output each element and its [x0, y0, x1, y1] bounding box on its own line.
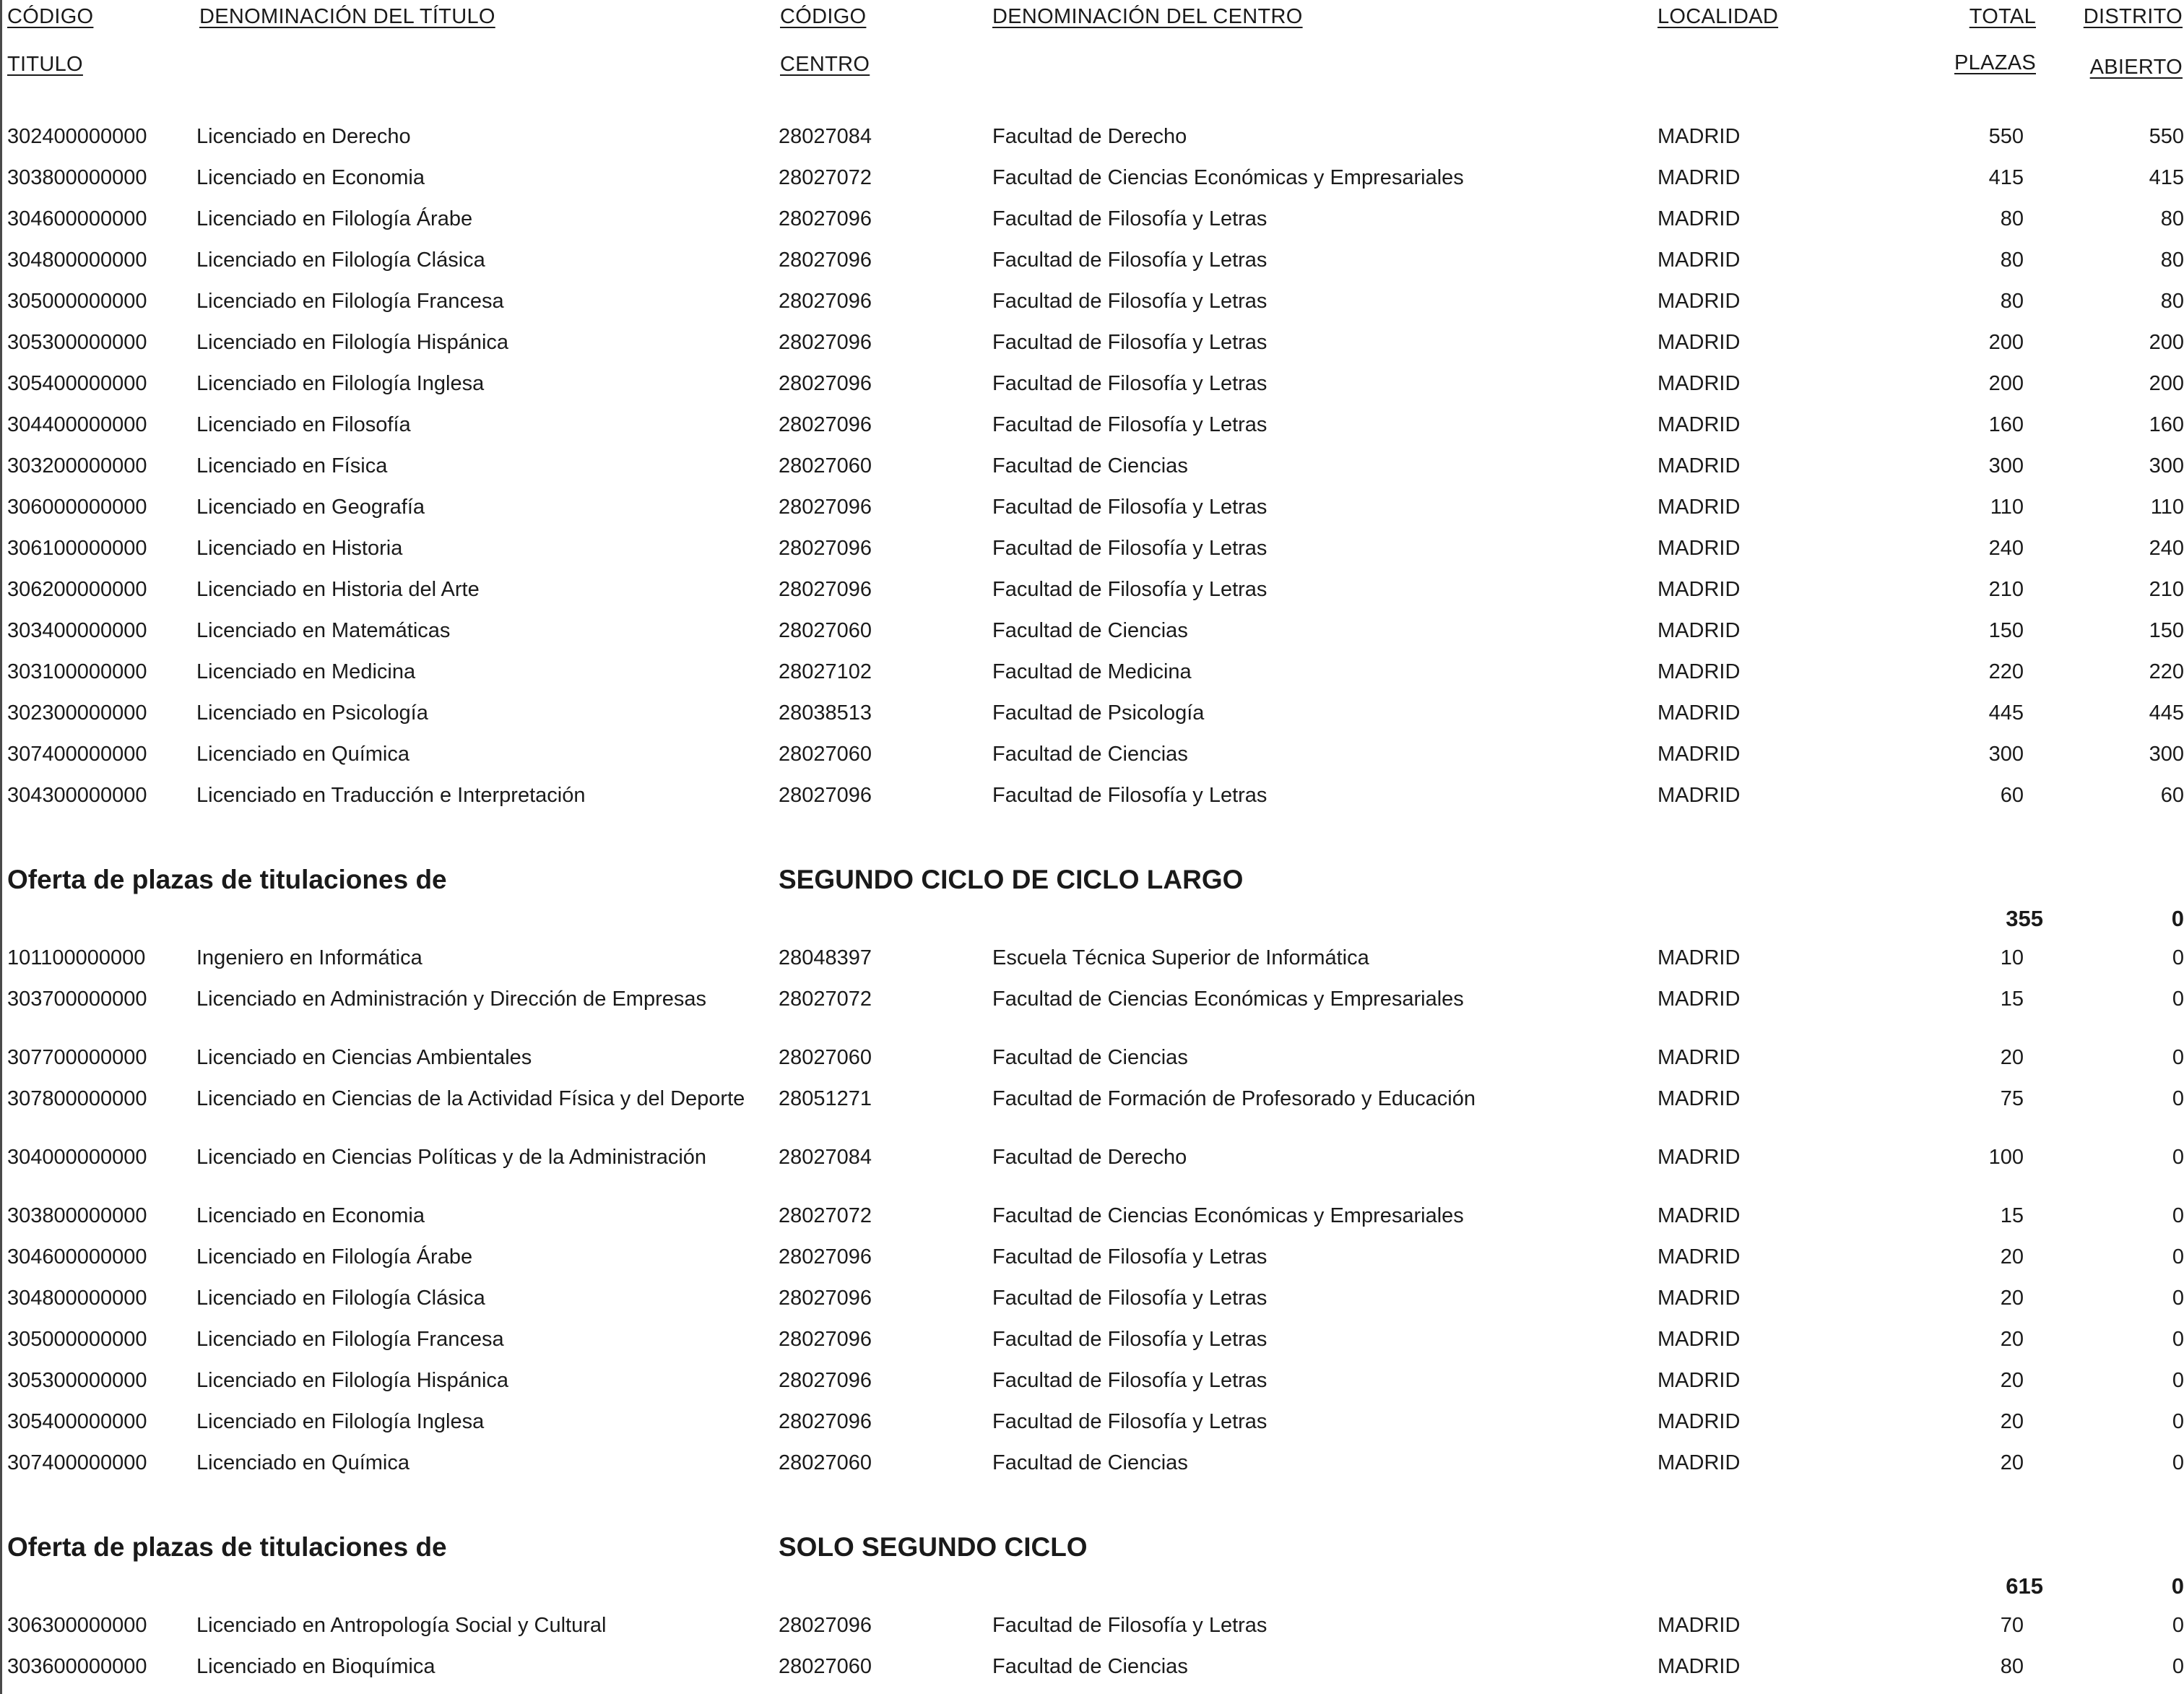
- codigo-centro: 28027084: [779, 1146, 872, 1169]
- codigo-titulo: 305400000000: [7, 372, 147, 395]
- codigo-titulo: 304000000000: [7, 1146, 147, 1169]
- denominacion-centro: Facultad de Filosofía y Letras: [992, 207, 1268, 230]
- denominacion-centro: Facultad de Filosofía y Letras: [992, 1369, 1268, 1392]
- localidad: MADRID: [1658, 1245, 1741, 1269]
- table-row: [0, 943, 2184, 972]
- denominacion-titulo: Licenciado en Ciencias Políticas y de la Administración: [196, 1146, 707, 1169]
- denominacion-titulo: Licenciado en Filología Árabe: [196, 1245, 473, 1269]
- distrito-abierto: 0: [2172, 1087, 2184, 1110]
- codigo-titulo: 101100000000: [7, 946, 146, 969]
- codigo-centro: 28027084: [779, 125, 872, 148]
- codigo-titulo: 303100000000: [7, 660, 147, 683]
- header-denominacion-centro: DENOMINACIÓN DEL CENTRO: [992, 5, 1303, 28]
- codigo-titulo: 304300000000: [7, 784, 147, 807]
- denominacion-centro: Facultad de Filosofía y Letras: [992, 1614, 1268, 1637]
- denominacion-titulo: Licenciado en Economia: [196, 1204, 425, 1227]
- denominacion-titulo: Licenciado en Filología Francesa: [196, 1328, 504, 1351]
- distrito-abierto: 415: [2149, 166, 2184, 189]
- codigo-titulo: 304600000000: [7, 1245, 147, 1269]
- localidad: MADRID: [1658, 701, 1741, 725]
- distrito-abierto: 80: [2160, 290, 2184, 313]
- codigo-centro: 28027060: [779, 1655, 872, 1678]
- table-row: [0, 781, 2184, 810]
- distrito-abierto: 0: [2172, 1046, 2184, 1069]
- localidad: MADRID: [1658, 496, 1741, 519]
- denominacion-titulo: Ingeniero en Informática: [196, 946, 422, 969]
- denominacion-titulo: Licenciado en Filología Hispánica: [196, 331, 509, 354]
- header-localidad: LOCALIDAD: [1658, 5, 1779, 28]
- localidad: MADRID: [1658, 249, 1741, 272]
- total-plazas: 20: [2000, 1451, 2024, 1474]
- denominacion-centro: Facultad de Ciencias: [992, 1046, 1188, 1069]
- codigo-titulo: 306300000000: [7, 1614, 147, 1637]
- total-plazas: 415: [1988, 166, 2024, 189]
- denominacion-centro: Escuela Técnica Superior de Informática: [992, 946, 1369, 969]
- localidad: MADRID: [1658, 1146, 1741, 1169]
- header-codigo-centro-2: CENTRO: [780, 53, 870, 76]
- denominacion-titulo: Licenciado en Filología Inglesa: [196, 372, 485, 395]
- distrito-abierto: 300: [2149, 743, 2184, 766]
- codigo-titulo: 305300000000: [7, 331, 147, 354]
- codigo-titulo: 305400000000: [7, 1410, 147, 1433]
- table-row: [0, 410, 2184, 439]
- total-plazas: 20: [2000, 1245, 2024, 1269]
- denominacion-titulo: Licenciado en Geografía: [196, 496, 425, 519]
- localidad: MADRID: [1658, 1328, 1741, 1351]
- table-row: [0, 1611, 2184, 1640]
- table-row: [0, 1652, 2184, 1681]
- distrito-abierto: 0: [2172, 1146, 2184, 1169]
- table-row: [0, 1043, 2184, 1072]
- denominacion-centro: Facultad de Filosofía y Letras: [992, 1287, 1268, 1310]
- denominacion-centro: Facultad de Filosofía y Letras: [992, 578, 1268, 601]
- distrito-abierto: 210: [2149, 578, 2184, 601]
- codigo-centro: 28027096: [779, 249, 872, 272]
- denominacion-titulo: Licenciado en Matemáticas: [196, 619, 451, 642]
- header-codigo-titulo-1: CÓDIGO: [7, 5, 94, 28]
- section3-total-plazas: 615: [2006, 1573, 2043, 1599]
- codigo-titulo: 305000000000: [7, 1328, 147, 1351]
- distrito-abierto: 80: [2160, 249, 2184, 272]
- distrito-abierto: 60: [2160, 784, 2184, 807]
- header-denominacion-titulo: DENOMINACIÓN DEL TÍTULO: [199, 5, 495, 28]
- localidad: MADRID: [1658, 125, 1741, 148]
- localidad: MADRID: [1658, 331, 1741, 354]
- total-plazas: 20: [2000, 1046, 2024, 1069]
- header-codigo-titulo-2: TITULO: [7, 53, 83, 76]
- localidad: MADRID: [1658, 946, 1741, 969]
- localidad: MADRID: [1658, 1614, 1741, 1637]
- total-plazas: 220: [1988, 660, 2024, 683]
- denominacion-titulo: Licenciado en Química: [196, 1451, 410, 1474]
- codigo-titulo: 302300000000: [7, 701, 147, 725]
- total-plazas: 550: [1988, 125, 2024, 148]
- total-plazas: 80: [2000, 249, 2024, 272]
- denominacion-centro: Facultad de Ciencias Económicas y Empresariales: [992, 1204, 1464, 1227]
- table-row: [0, 204, 2184, 233]
- distrito-abierto: 550: [2149, 125, 2184, 148]
- total-plazas: 20: [2000, 1410, 2024, 1433]
- codigo-titulo: 306000000000: [7, 496, 147, 519]
- codigo-titulo: 303600000000: [7, 1655, 147, 1678]
- denominacion-centro: Facultad de Filosofía y Letras: [992, 249, 1268, 272]
- localidad: MADRID: [1658, 578, 1741, 601]
- codigo-centro: 28027060: [779, 743, 872, 766]
- denominacion-centro: Facultad de Filosofía y Letras: [992, 1410, 1268, 1433]
- localidad: MADRID: [1658, 1087, 1741, 1110]
- denominacion-titulo: Licenciado en Física: [196, 454, 388, 477]
- codigo-centro: 28038513: [779, 701, 872, 725]
- localidad: MADRID: [1658, 988, 1741, 1011]
- total-plazas: 300: [1988, 454, 2024, 477]
- codigo-centro: 28027072: [779, 1204, 872, 1227]
- total-plazas: 200: [1988, 372, 2024, 395]
- total-plazas: 80: [2000, 207, 2024, 230]
- codigo-titulo: 307400000000: [7, 1451, 147, 1474]
- codigo-titulo: 306100000000: [7, 537, 147, 560]
- table-row: [0, 534, 2184, 563]
- codigo-centro: 28027096: [779, 1287, 872, 1310]
- table-row: [0, 616, 2184, 645]
- distrito-abierto: 0: [2172, 1614, 2184, 1637]
- table-row: [0, 699, 2184, 727]
- codigo-centro: 28027060: [779, 619, 872, 642]
- codigo-titulo: 303700000000: [7, 988, 147, 1011]
- codigo-titulo: 305000000000: [7, 290, 147, 313]
- denominacion-titulo: Licenciado en Filología Clásica: [196, 249, 485, 272]
- header-total-1: TOTAL: [1969, 5, 2036, 28]
- distrito-abierto: 0: [2172, 1245, 2184, 1269]
- distrito-abierto: 200: [2149, 372, 2184, 395]
- denominacion-titulo: Licenciado en Bioquímica: [196, 1655, 436, 1678]
- denominacion-centro: Facultad de Ciencias: [992, 1451, 1188, 1474]
- denominacion-titulo: Licenciado en Filología Inglesa: [196, 1410, 485, 1433]
- section2-label: Oferta de plazas de titulaciones de: [7, 865, 447, 894]
- denominacion-titulo: Licenciado en Administración y Dirección de Empresas: [196, 988, 707, 1011]
- localidad: MADRID: [1658, 1410, 1741, 1433]
- codigo-centro: 28027096: [779, 1328, 872, 1351]
- denominacion-centro: Facultad de Filosofía y Letras: [992, 496, 1268, 519]
- table-row: [0, 1325, 2184, 1354]
- denominacion-centro: Facultad de Filosofía y Letras: [992, 784, 1268, 807]
- codigo-titulo: 303800000000: [7, 166, 147, 189]
- denominacion-centro: Facultad de Filosofía y Letras: [992, 372, 1268, 395]
- codigo-titulo: 306200000000: [7, 578, 147, 601]
- section3-total-distrito: 0: [2171, 1573, 2184, 1599]
- total-plazas: 300: [1988, 743, 2024, 766]
- localidad: MADRID: [1658, 1369, 1741, 1392]
- codigo-centro: 28027096: [779, 1614, 872, 1637]
- denominacion-titulo: Licenciado en Derecho: [196, 125, 411, 148]
- distrito-abierto: 0: [2172, 1287, 2184, 1310]
- total-plazas: 210: [1988, 578, 2024, 601]
- table-row: [0, 493, 2184, 522]
- header-distrito-1: DISTRITO: [2083, 5, 2183, 28]
- section2-title: SEGUNDO CICLO DE CICLO LARGO: [779, 865, 1244, 894]
- total-plazas: 20: [2000, 1328, 2024, 1351]
- codigo-titulo: 304800000000: [7, 1287, 147, 1310]
- codigo-centro: 28027096: [779, 207, 872, 230]
- denominacion-centro: Facultad de Filosofía y Letras: [992, 413, 1268, 436]
- codigo-titulo: 304800000000: [7, 249, 147, 272]
- denominacion-centro: Facultad de Ciencias: [992, 454, 1188, 477]
- total-plazas: 20: [2000, 1369, 2024, 1392]
- codigo-centro: 28051271: [779, 1087, 872, 1110]
- denominacion-titulo: Licenciado en Filosofía: [196, 413, 411, 436]
- codigo-centro: 28027096: [779, 1245, 872, 1269]
- header-codigo-centro-1: CÓDIGO: [780, 5, 867, 28]
- table-row: [0, 740, 2184, 769]
- localidad: MADRID: [1658, 660, 1741, 683]
- denominacion-titulo: Licenciado en Química: [196, 743, 410, 766]
- codigo-titulo: 307400000000: [7, 743, 147, 766]
- codigo-centro: 28027072: [779, 166, 872, 189]
- section3-title: SOLO SEGUNDO CICLO: [779, 1532, 1088, 1562]
- total-plazas: 150: [1988, 619, 2024, 642]
- table-row: [0, 369, 2184, 398]
- denominacion-centro: Facultad de Derecho: [992, 1146, 1187, 1169]
- distrito-abierto: 300: [2149, 454, 2184, 477]
- localidad: MADRID: [1658, 413, 1741, 436]
- table-row: [0, 1407, 2184, 1436]
- localidad: MADRID: [1658, 743, 1741, 766]
- total-plazas: 75: [2000, 1087, 2024, 1110]
- codigo-titulo: 307800000000: [7, 1087, 147, 1110]
- header-total-2: PLAZAS: [1954, 51, 2036, 74]
- localidad: MADRID: [1658, 1655, 1741, 1678]
- table-row: [0, 985, 2184, 1014]
- denominacion-centro: Facultad de Filosofía y Letras: [992, 1245, 1268, 1269]
- table-row: [0, 657, 2184, 686]
- codigo-centro: 28027096: [779, 537, 872, 560]
- distrito-abierto: 445: [2149, 701, 2184, 725]
- codigo-centro: 28027096: [779, 290, 872, 313]
- denominacion-centro: Facultad de Psicología: [992, 701, 1205, 725]
- denominacion-centro: Facultad de Ciencias Económicas y Empresariales: [992, 988, 1464, 1011]
- codigo-titulo: 304400000000: [7, 413, 147, 436]
- total-plazas: 240: [1988, 537, 2024, 560]
- localidad: MADRID: [1658, 372, 1741, 395]
- denominacion-centro: Facultad de Filosofía y Letras: [992, 331, 1268, 354]
- distrito-abierto: 0: [2172, 1328, 2184, 1351]
- total-plazas: 80: [2000, 290, 2024, 313]
- codigo-centro: 28027096: [779, 1410, 872, 1433]
- denominacion-titulo: Licenciado en Ciencias de la Actividad Física y del Deporte: [196, 1087, 745, 1110]
- table-row: [0, 1366, 2184, 1395]
- codigo-titulo: 303800000000: [7, 1204, 147, 1227]
- denominacion-titulo: Licenciado en Ciencias Ambientales: [196, 1046, 532, 1069]
- total-plazas: 160: [1988, 413, 2024, 436]
- total-plazas: 110: [1990, 496, 2024, 519]
- codigo-centro: 28027096: [779, 784, 872, 807]
- total-plazas: 20: [2000, 1287, 2024, 1310]
- distrito-abierto: 0: [2172, 1369, 2184, 1392]
- localidad: MADRID: [1658, 166, 1741, 189]
- distrito-abierto: 0: [2172, 1655, 2184, 1678]
- denominacion-centro: Facultad de Filosofía y Letras: [992, 290, 1268, 313]
- denominacion-centro: Facultad de Filosofía y Letras: [992, 1328, 1268, 1351]
- localidad: MADRID: [1658, 1287, 1741, 1310]
- table-row: [0, 163, 2184, 192]
- table-row: [0, 246, 2184, 275]
- localidad: MADRID: [1658, 1046, 1741, 1069]
- section3-label: Oferta de plazas de titulaciones de: [7, 1532, 447, 1562]
- codigo-titulo: 305300000000: [7, 1369, 147, 1392]
- localidad: MADRID: [1658, 454, 1741, 477]
- denominacion-centro: Facultad de Formación de Profesorado y Educación: [992, 1087, 1476, 1110]
- section2-total-distrito: 0: [2171, 906, 2184, 931]
- table-row: [0, 122, 2184, 151]
- codigo-centro: 28027096: [779, 496, 872, 519]
- denominacion-titulo: Licenciado en Psicología: [196, 701, 428, 725]
- denominacion-centro: Facultad de Ciencias: [992, 1655, 1188, 1678]
- total-plazas: 60: [2000, 784, 2024, 807]
- codigo-centro: 28027060: [779, 454, 872, 477]
- table-row: [0, 1284, 2184, 1313]
- table-row: [0, 1448, 2184, 1477]
- codigo-titulo: 302400000000: [7, 125, 147, 148]
- total-plazas: 100: [1988, 1146, 2024, 1169]
- codigo-titulo: 304600000000: [7, 207, 147, 230]
- codigo-centro: 28027096: [779, 372, 872, 395]
- total-plazas: 80: [2000, 1655, 2024, 1678]
- denominacion-titulo: Licenciado en Antropología Social y Cultural: [196, 1614, 607, 1637]
- distrito-abierto: 240: [2149, 537, 2184, 560]
- distrito-abierto: 110: [2150, 496, 2184, 519]
- denominacion-centro: Facultad de Ciencias: [992, 743, 1188, 766]
- table-row: [0, 1084, 2184, 1113]
- denominacion-titulo: Licenciado en Filología Francesa: [196, 290, 504, 313]
- denominacion-centro: Facultad de Ciencias: [992, 619, 1188, 642]
- localidad: MADRID: [1658, 1204, 1741, 1227]
- codigo-centro: 28027060: [779, 1451, 872, 1474]
- denominacion-titulo: Licenciado en Filología Hispánica: [196, 1369, 509, 1392]
- denominacion-centro: Facultad de Medicina: [992, 660, 1192, 683]
- table-row: [0, 1201, 2184, 1230]
- section2-total-plazas: 355: [2006, 906, 2043, 931]
- codigo-titulo: 307700000000: [7, 1046, 147, 1069]
- distrito-abierto: 220: [2149, 660, 2184, 683]
- localidad: MADRID: [1658, 784, 1741, 807]
- codigo-titulo: 303200000000: [7, 454, 147, 477]
- denominacion-centro: Facultad de Filosofía y Letras: [992, 537, 1268, 560]
- distrito-abierto: 150: [2149, 619, 2184, 642]
- distrito-abierto: 160: [2149, 413, 2184, 436]
- table-row: [0, 1243, 2184, 1271]
- total-plazas: 70: [2000, 1614, 2024, 1637]
- denominacion-titulo: Licenciado en Filología Árabe: [196, 207, 473, 230]
- header-distrito-2: ABIERTO: [2089, 56, 2183, 79]
- codigo-centro: 28027096: [779, 578, 872, 601]
- table-row: [0, 328, 2184, 357]
- table-row: [0, 1143, 2184, 1172]
- localidad: MADRID: [1658, 1451, 1741, 1474]
- codigo-centro: 28027096: [779, 331, 872, 354]
- localidad: MADRID: [1658, 619, 1741, 642]
- denominacion-titulo: Licenciado en Filología Clásica: [196, 1287, 485, 1310]
- codigo-centro: 28027072: [779, 988, 872, 1011]
- codigo-centro: 28027060: [779, 1046, 872, 1069]
- localidad: MADRID: [1658, 290, 1741, 313]
- total-plazas: 10: [2000, 946, 2024, 969]
- table-row: [0, 575, 2184, 604]
- denominacion-titulo: Licenciado en Traducción e Interpretación: [196, 784, 586, 807]
- codigo-centro: 28027096: [779, 413, 872, 436]
- denominacion-centro: Facultad de Ciencias Económicas y Empresariales: [992, 166, 1464, 189]
- table-row: [0, 451, 2184, 480]
- codigo-centro: 28027102: [779, 660, 872, 683]
- denominacion-titulo: Licenciado en Historia: [196, 537, 403, 560]
- total-plazas: 15: [2000, 988, 2024, 1011]
- denominacion-titulo: Licenciado en Economia: [196, 166, 425, 189]
- total-plazas: 445: [1988, 701, 2024, 725]
- distrito-abierto: 0: [2172, 988, 2184, 1011]
- denominacion-titulo: Licenciado en Medicina: [196, 660, 416, 683]
- codigo-centro: 28048397: [779, 946, 872, 969]
- distrito-abierto: 80: [2160, 207, 2184, 230]
- localidad: MADRID: [1658, 207, 1741, 230]
- distrito-abierto: 0: [2172, 1410, 2184, 1433]
- codigo-centro: 28027096: [779, 1369, 872, 1392]
- denominacion-titulo: Licenciado en Historia del Arte: [196, 578, 480, 601]
- distrito-abierto: 0: [2172, 1451, 2184, 1474]
- distrito-abierto: 0: [2172, 946, 2184, 969]
- distrito-abierto: 200: [2149, 331, 2184, 354]
- localidad: MADRID: [1658, 537, 1741, 560]
- denominacion-centro: Facultad de Derecho: [992, 125, 1187, 148]
- total-plazas: 200: [1988, 331, 2024, 354]
- table-row: [0, 287, 2184, 316]
- distrito-abierto: 0: [2172, 1204, 2184, 1227]
- codigo-titulo: 303400000000: [7, 619, 147, 642]
- total-plazas: 15: [2000, 1204, 2024, 1227]
